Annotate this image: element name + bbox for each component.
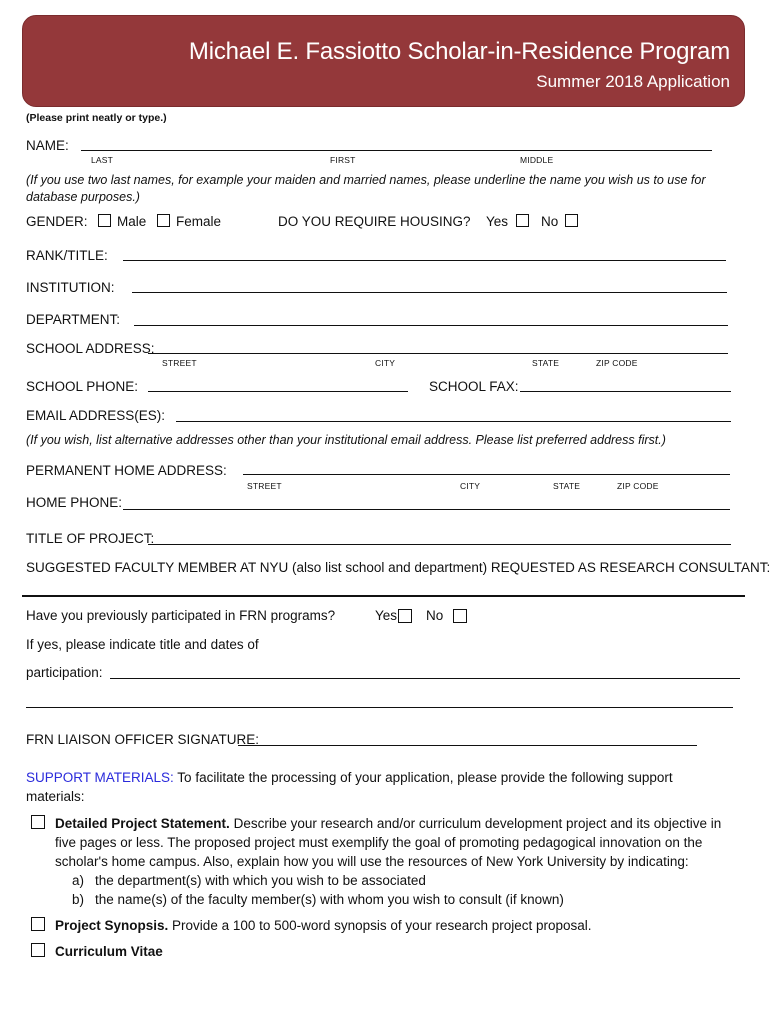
participation-input[interactable] (110, 678, 740, 679)
institution-label: INSTITUTION: (26, 280, 115, 295)
school-zip-label: ZIP CODE (596, 358, 638, 368)
sub-item-b-text: the name(s) of the faculty member(s) with whom you wish to consult (if known) (95, 892, 564, 907)
header-banner (22, 15, 745, 107)
home-street-label: STREET (247, 481, 282, 491)
name-note: (If you use two last names, for example your maiden and married names, please underline the name you wish us to use for database purposes.) (26, 173, 706, 204)
project-statement-item (55, 814, 750, 871)
project-statement-title: Detailed Project Statement. (55, 816, 230, 831)
home-zip-label: ZIP CODE (617, 481, 659, 491)
school-state-label: STATE (532, 358, 560, 368)
sub-item-a (72, 871, 84, 890)
male-label: Male (117, 214, 147, 229)
instructions: (Please print neatly or type.) (26, 112, 167, 124)
page-subtitle: Summer 2018 Application (536, 72, 730, 91)
home-phone-input[interactable] (123, 509, 730, 510)
school-phone-label: SCHOOL PHONE: (26, 379, 139, 394)
project-statement-line2: five pages or less. The proposed project must exemplify the goal of promoting pedagogical innovation on the (55, 835, 703, 850)
faculty-label: SUGGESTED FACULTY MEMBER AT NYU (also list school and department) REQUESTED AS RESEARCH CONSULTANT: (26, 560, 770, 575)
home-address-input[interactable] (243, 474, 730, 475)
housing-no-label: No (541, 214, 559, 229)
housing-yes-checkbox[interactable] (516, 214, 529, 227)
frn-ifyes-label: If yes, please indicate title and dates of (26, 637, 259, 652)
support-heading: SUPPORT MATERIALS: (26, 770, 174, 785)
project-synopsis-item (55, 916, 592, 935)
sub-item-a-marker: a) (72, 873, 85, 888)
project-statement-line1: Describe your research and/or curriculum development project and its objective in (229, 816, 722, 831)
liaison-signature-input[interactable] (238, 745, 697, 746)
project-synopsis-text: Provide a 100 to 500-word synopsis of your research project proposal. (168, 918, 592, 933)
project-statement-line3: scholar's home campus. Also, explain how you will use the resources of New York University by indicating: (55, 854, 689, 869)
email-label: EMAIL ADDRESS(ES): (26, 408, 166, 423)
participation-input-line2[interactable] (26, 707, 733, 708)
cv-item (55, 942, 163, 961)
name-input[interactable] (81, 150, 712, 151)
project-title-input[interactable] (148, 544, 731, 545)
frn-yes-label: Yes (375, 608, 398, 623)
sub-item-b-marker: b) (72, 892, 85, 907)
institution-input[interactable] (132, 292, 727, 293)
home-state-label: STATE (553, 481, 581, 491)
housing-no-checkbox[interactable] (565, 214, 578, 227)
school-city-label: CITY (375, 358, 396, 368)
school-fax-label: SCHOOL FAX: (429, 379, 519, 394)
gender-label: GENDER: (26, 214, 88, 229)
project-synopsis-title: Project Synopsis. (55, 918, 169, 933)
project-title-label: TITLE OF PROJECT: (26, 531, 155, 546)
frn-question: Have you previously participated in FRN programs? (26, 608, 336, 623)
school-address-input[interactable] (148, 353, 728, 354)
cv-checkbox[interactable] (31, 943, 45, 957)
support-intro-text-2: materials: (26, 789, 85, 804)
school-fax-input[interactable] (520, 391, 731, 392)
email-input[interactable] (176, 421, 731, 422)
liaison-label: FRN LIAISON OFFICER SIGNATURE: (26, 732, 260, 747)
school-phone-input[interactable] (148, 391, 408, 392)
email-note: (If you wish, list alternative addresses other than your institutional email address. Please list preferred address first.) (26, 433, 666, 447)
frn-yes-checkbox[interactable] (398, 609, 412, 623)
frn-no-label: No (426, 608, 444, 623)
housing-yes-label: Yes (486, 214, 509, 229)
sub-item-a-text: the department(s) with which you wish to be associated (95, 873, 426, 888)
school-address-label: SCHOOL ADDRESS: (26, 341, 155, 356)
section-divider (22, 595, 745, 597)
frn-no-checkbox[interactable] (453, 609, 467, 623)
rank-title-input[interactable] (123, 260, 726, 261)
name-last-label: LAST (91, 155, 114, 165)
participation-label: participation: (26, 665, 103, 680)
female-label: Female (176, 214, 222, 229)
project-statement-checkbox[interactable] (31, 815, 45, 829)
name-label: NAME: (26, 138, 69, 153)
female-checkbox[interactable] (157, 214, 170, 227)
housing-label: DO YOU REQUIRE HOUSING? (278, 214, 471, 229)
sub-item-b (72, 890, 84, 909)
cv-title: Curriculum Vitae (55, 944, 163, 959)
name-middle-label: MIDDLE (520, 155, 554, 165)
department-label: DEPARTMENT: (26, 312, 121, 327)
support-intro (26, 768, 746, 806)
department-input[interactable] (134, 325, 728, 326)
rank-title-label: RANK/TITLE: (26, 248, 108, 263)
support-intro-text: To facilitate the processing of your application, please provide the following support (173, 770, 673, 785)
male-checkbox[interactable] (98, 214, 111, 227)
project-synopsis-checkbox[interactable] (31, 917, 45, 931)
home-phone-label: HOME PHONE: (26, 495, 123, 510)
home-city-label: CITY (460, 481, 481, 491)
page-title: Michael E. Fassiotto Scholar-in-Residence Program (188, 38, 730, 65)
name-first-label: FIRST (330, 155, 356, 165)
home-address-label: PERMANENT HOME ADDRESS: (26, 463, 227, 478)
school-street-label: STREET (162, 358, 197, 368)
